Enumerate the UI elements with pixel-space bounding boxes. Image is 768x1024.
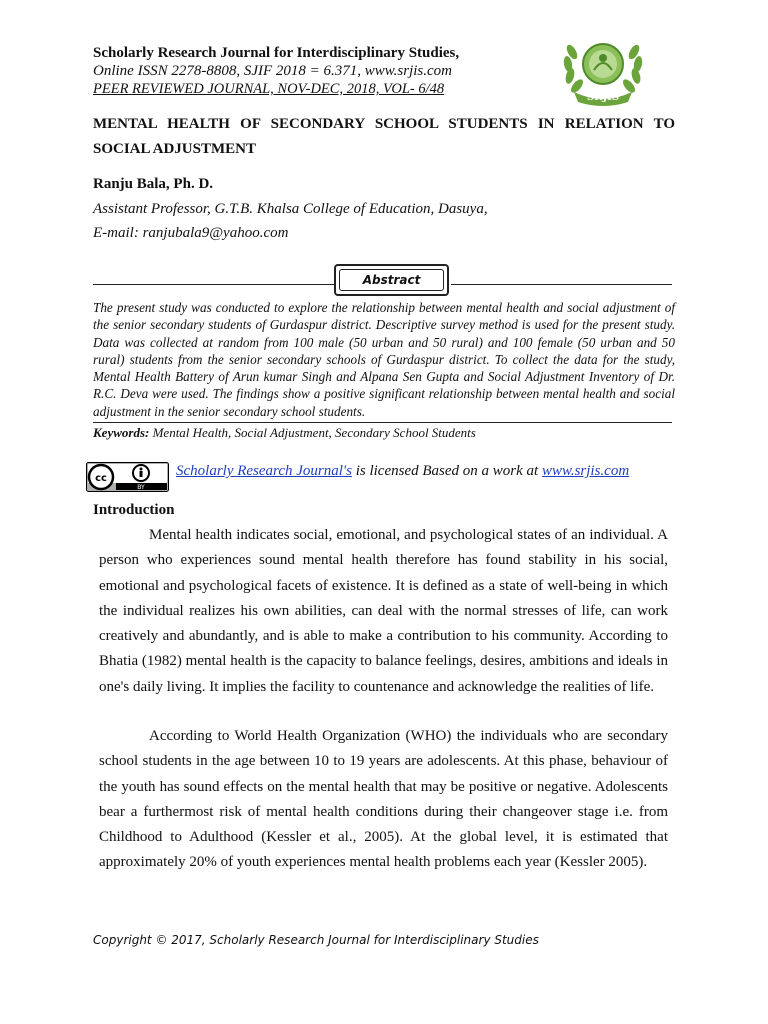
journal-peer-review-line: PEER REVIEWED JOURNAL, NOV-DEC, 2018, VOL- 6/48: [93, 81, 445, 97]
author-email: E-mail: ranjubala9@yahoo.com: [93, 225, 289, 241]
cc-by-label: BY: [137, 484, 145, 491]
site-link[interactable]: www.srjis.com: [541, 463, 630, 479]
journal-issn-line: Online ISSN 2278-8808, SJIF 2018 = 6.371, www.srjis.com: [93, 63, 452, 79]
journal-link[interactable]: Scholarly Research Journal's: [176, 463, 352, 479]
cc-by-icon[interactable]: [86, 462, 169, 492]
journal-name: Scholarly Research Journal for Interdisciplinary Studies,: [93, 45, 460, 61]
srjis-logo-icon: [560, 34, 646, 106]
keywords-label: Keywords:: [93, 425, 150, 440]
license-text: is licensed Based on a work at: [351, 463, 542, 479]
paper-title: MENTAL HEALTH OF SECONDARY SCHOOL STUDENTS IN RELATION TO SOCIAL ADJUSTMENT: [93, 116, 675, 157]
introduction-heading: Introduction: [93, 502, 175, 518]
introduction-paragraph-1: Mental health indicates social, emotional, and psychological states of an individual. A person who experiences sound mental health therefore has found stability in his social, emotional and psychological facets of existence. It is defined as a state of well-being in which the individual realizes his own abilities, can deal with the normal stresses of life, can work creatively and abundantly, and is able to make a contribution to his community. According to Bhatia (1982) mental health is the capacity to balance feelings, desires, ambitions and ideals in one's daily living. It implies the facility to countenance and acknowledge the realities of life.: [99, 527, 668, 695]
abstract-rule-right: [451, 284, 672, 285]
abstract-heading: Abstract: [339, 269, 444, 291]
introduction-paragraph-2: According to World Health Organization (WHO) the individuals who are secondary school students in the age between 10 to 19 years are adolescents. At this phase, behaviour of the youth has sound effects on the mental health that may be positive or negative. Adolescents bear a furthermost risk of mental health conditions during their changeover stage i.e. from Childhood to Adulthood (Kessler et al., 2005). At the global level, it is estimated that approximately 20% of youth experiences mental health problems each year (Kessler 2005).: [99, 728, 668, 871]
logo-text: SRJIS: [586, 92, 620, 103]
abstract-rule-bottom: [93, 422, 672, 423]
license-line: [176, 462, 629, 480]
author-name: Ranju Bala, Ph. D.: [93, 176, 214, 192]
abstract-heading-box: [334, 264, 449, 296]
abstract-rule-left: [93, 284, 334, 285]
abstract-text: The present study was conducted to explore the relationship between mental health and social adjustment of the senior secondary students of Gurdaspur district. Descriptive survey method is used for the present study. Data was collected at random from 100 male (50 urban and 50 rural) and 100 female (50 urban and 50 rural) students from the senior secondary schools of Gurdaspur district. To collect the data for the study, Mental Health Battery of Arun kumar Singh and Alpana Sen Gupta and Social Adjustment Inventory of Dr. R.C. Deva were used. The findings show a positive significant relationship between mental health and social adjustment in the senior secondary school students.: [93, 300, 675, 419]
keywords-line: [93, 424, 476, 441]
keywords-text: Mental Health, Social Adjustment, Secondary School Students: [152, 425, 476, 440]
author-affiliation: Assistant Professor, G.T.B. Khalsa College of Education, Dasuya,: [93, 201, 488, 217]
svg-text:cc: cc: [95, 473, 107, 484]
journal-header: [93, 44, 563, 98]
copyright-footer: Copyright © 2017, Scholarly Research Journal for Interdisciplinary Studies: [93, 933, 539, 947]
